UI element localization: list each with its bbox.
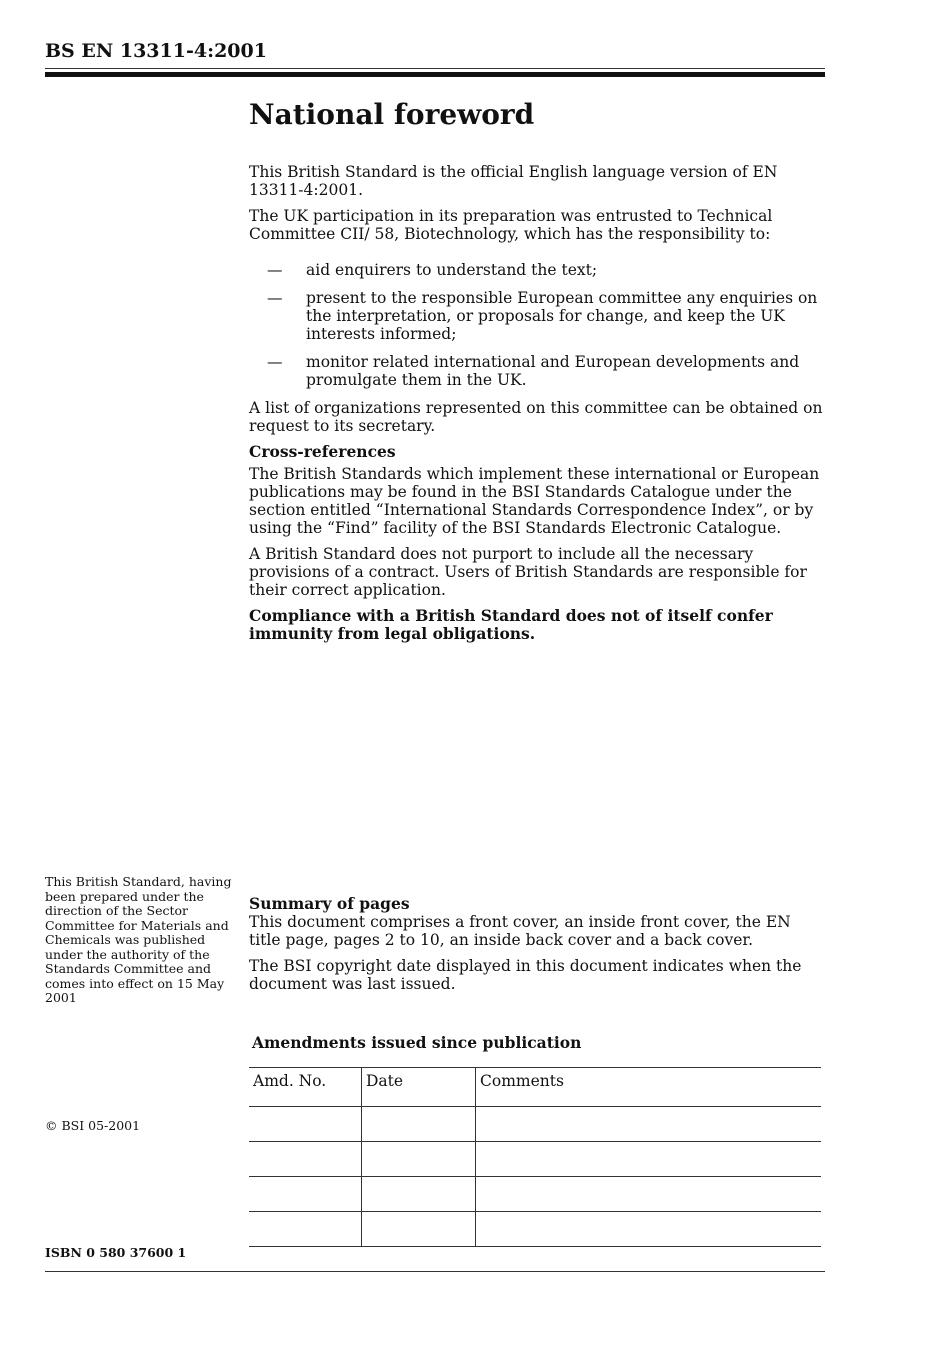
responsibility-list (249, 261, 824, 389)
publication-note: This British Standard, having been prepared under the direction of the Sector Committee for Materials and Chemicals was published under the authority of the Standards Committee and comes into effect on 15 May 2001 (45, 874, 232, 1005)
committee-note: A list of organizations represented on this committee can be obtained on request to its secretary. (249, 399, 823, 435)
column-header-comments: Comments (476, 1068, 822, 1107)
list-item-text: present to the responsible European committee any enquiries on the interpretation, or proposals for change, and keep the UK interests informed; (306, 289, 818, 343)
list-item (249, 289, 824, 343)
dash-marker: — (267, 353, 283, 371)
page-title: National foreword (249, 98, 535, 131)
table-cell (249, 1177, 362, 1212)
list-item (249, 353, 824, 389)
table-row (249, 1212, 821, 1247)
table-cell (362, 1107, 476, 1142)
list-item-text: aid enquirers to understand the text; (306, 261, 598, 279)
column-header-date: Date (362, 1068, 476, 1107)
table-cell (362, 1142, 476, 1177)
table-row (249, 1142, 821, 1177)
cross-references-heading: Cross-references (249, 442, 396, 461)
header-rule-thick (45, 72, 825, 77)
header-rule-thin (45, 68, 825, 69)
table-row (249, 1177, 821, 1212)
amendments-table (249, 1067, 821, 1247)
intro-paragraph: This British Standard is the official English language version of EN 13311-4:2001. (249, 163, 778, 199)
list-item (249, 261, 824, 279)
amendments-title: Amendments issued since publication (252, 1033, 582, 1052)
table-cell (476, 1177, 822, 1212)
table-cell (362, 1212, 476, 1247)
table-cell (476, 1107, 822, 1142)
table-cell (249, 1107, 362, 1142)
table-cell (476, 1142, 822, 1177)
table-row (249, 1107, 821, 1142)
isbn: ISBN 0 580 37600 1 (45, 1245, 187, 1260)
intro-paragraph: The UK participation in its preparation was entrusted to Technical Committee CII/ 58, Biotechnology, which has the responsibility to: (249, 207, 773, 243)
summary-text: This document comprises a front cover, an inside front cover, the EN title page, pages 2 to 10, an inside back cover and a back cover. (249, 913, 791, 949)
table-header-row (249, 1068, 821, 1107)
table-cell (476, 1212, 822, 1247)
dash-marker: — (267, 261, 283, 279)
copyright-notice: © BSI 05-2001 (45, 1118, 141, 1133)
contract-note: A British Standard does not purport to include all the necessary provisions of a contract. Users of British Standards are responsible for their correct application. (249, 545, 807, 599)
table-cell (362, 1177, 476, 1212)
footer-rule (45, 1271, 825, 1272)
column-header-amd-no: Amd. No. (249, 1068, 362, 1107)
document-id-header: BS EN 13311-4:2001 (45, 40, 267, 62)
foreword-body (249, 163, 824, 651)
summary-heading: Summary of pages (249, 894, 410, 913)
list-item-text: monitor related international and European developments and promulgate them in the UK. (306, 353, 800, 389)
copyright-date-note: The BSI copyright date displayed in this document indicates when the document was last issued. (249, 957, 802, 993)
cross-references-text: The British Standards which implement these international or European publications may be found in the BSI Standards Catalogue under the section entitled “International Standards Correspondence Index”, or by using the “Find” facility of the BSI Standards Electronic Catalogue. (249, 465, 820, 537)
summary-of-pages (249, 895, 824, 1001)
table-cell (249, 1212, 362, 1247)
table-cell (249, 1142, 362, 1177)
compliance-statement: Compliance with a British Standard does not of itself confer immunity from legal obligations. (249, 606, 773, 643)
dash-marker: — (267, 289, 283, 307)
